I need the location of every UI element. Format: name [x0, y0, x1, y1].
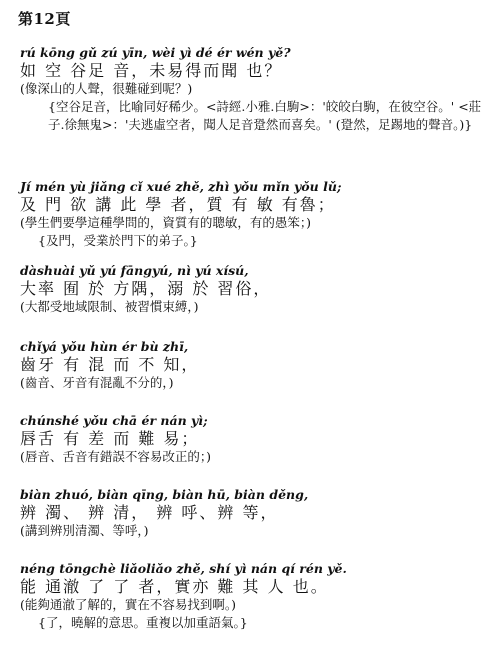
annotation-note: {了，曉解的意思。重複以加重語氣。}: [38, 615, 248, 630]
chinese-line: 齒牙 有 混 而 不 知，: [20, 355, 200, 374]
pinyin-line: chúnshé yǒu chā ér nán yì;: [20, 413, 208, 428]
chinese-line: 能 通澈 了 了 者，實亦 難 其 人 也。: [20, 577, 329, 596]
page-number: 第12頁: [18, 10, 71, 28]
verse-entry: [20, 560, 490, 632]
pinyin-line: néng tōngchè liǎoliǎo zhě, shí yì nán qí rén yě.: [20, 561, 347, 576]
pinyin-line: biàn zhuó, biàn qīng, biàn hū, biàn děng,: [20, 487, 309, 502]
pinyin-line: dàshuài yǔ yú fāngyú, nì yú xísú,: [20, 263, 249, 278]
annotation-note: {及門，受業於門下的弟子。}: [38, 233, 198, 248]
verse-entry: [20, 486, 490, 540]
chinese-line: 及 門 欲 講 此 學 者，質 有 敏 有魯；: [20, 195, 336, 214]
verse-entry: [20, 262, 490, 316]
gloss-line: (能夠通澈了解的，實在不容易找到啊。): [20, 597, 237, 612]
chinese-line: 如 空 谷足 音，未易得而聞 也？: [20, 61, 283, 80]
verse-entry: [20, 178, 490, 250]
chinese-line: 唇舌 有 差 而 難 易；: [20, 429, 200, 448]
annotation-note: {空谷足音，比喻同好稀少。<詩經.小雅.白駒>：'皎皎白駒，在彼空谷。' <莊子.徐無鬼>：'夫逃虛空者，聞人足音跫然而喜矣。' (跫然，足踢地的聲音。)}: [48, 99, 482, 132]
gloss-line: (齒音、牙音有混亂不分的，): [20, 375, 174, 390]
gloss-line: (學生們要學這種學問的，資質有的聰敏，有的愚笨；): [20, 215, 312, 230]
gloss-line: (講到辨別清濁、等呼，): [20, 523, 149, 538]
chinese-line: 辨 濁、 辨 清， 辨 呼、辨 等，: [20, 503, 279, 522]
pinyin-line: rú kōng gǔ zú yīn, wèi yì dé ér wén yě?: [20, 45, 291, 60]
gloss-line: (唇音、舌音有錯誤不容易改正的；): [20, 449, 212, 464]
pinyin-line: chǐyá yǒu hùn ér bù zhī,: [20, 339, 189, 354]
verse-entry: [20, 44, 490, 134]
verse-entry: [20, 412, 490, 466]
gloss-line: (大都受地域限制、被習慣束縛，): [20, 299, 199, 314]
gloss-line: (像深山的人聲，很難碰到呢？): [20, 81, 193, 96]
verse-entry: [20, 338, 490, 392]
pinyin-line: Jí mén yù jiǎng cǐ xué zhě, zhì yǒu mǐn yǒu lǔ;: [20, 179, 342, 194]
chinese-line: 大率 囿 於 方隅，溺 於 習俗，: [20, 279, 272, 298]
